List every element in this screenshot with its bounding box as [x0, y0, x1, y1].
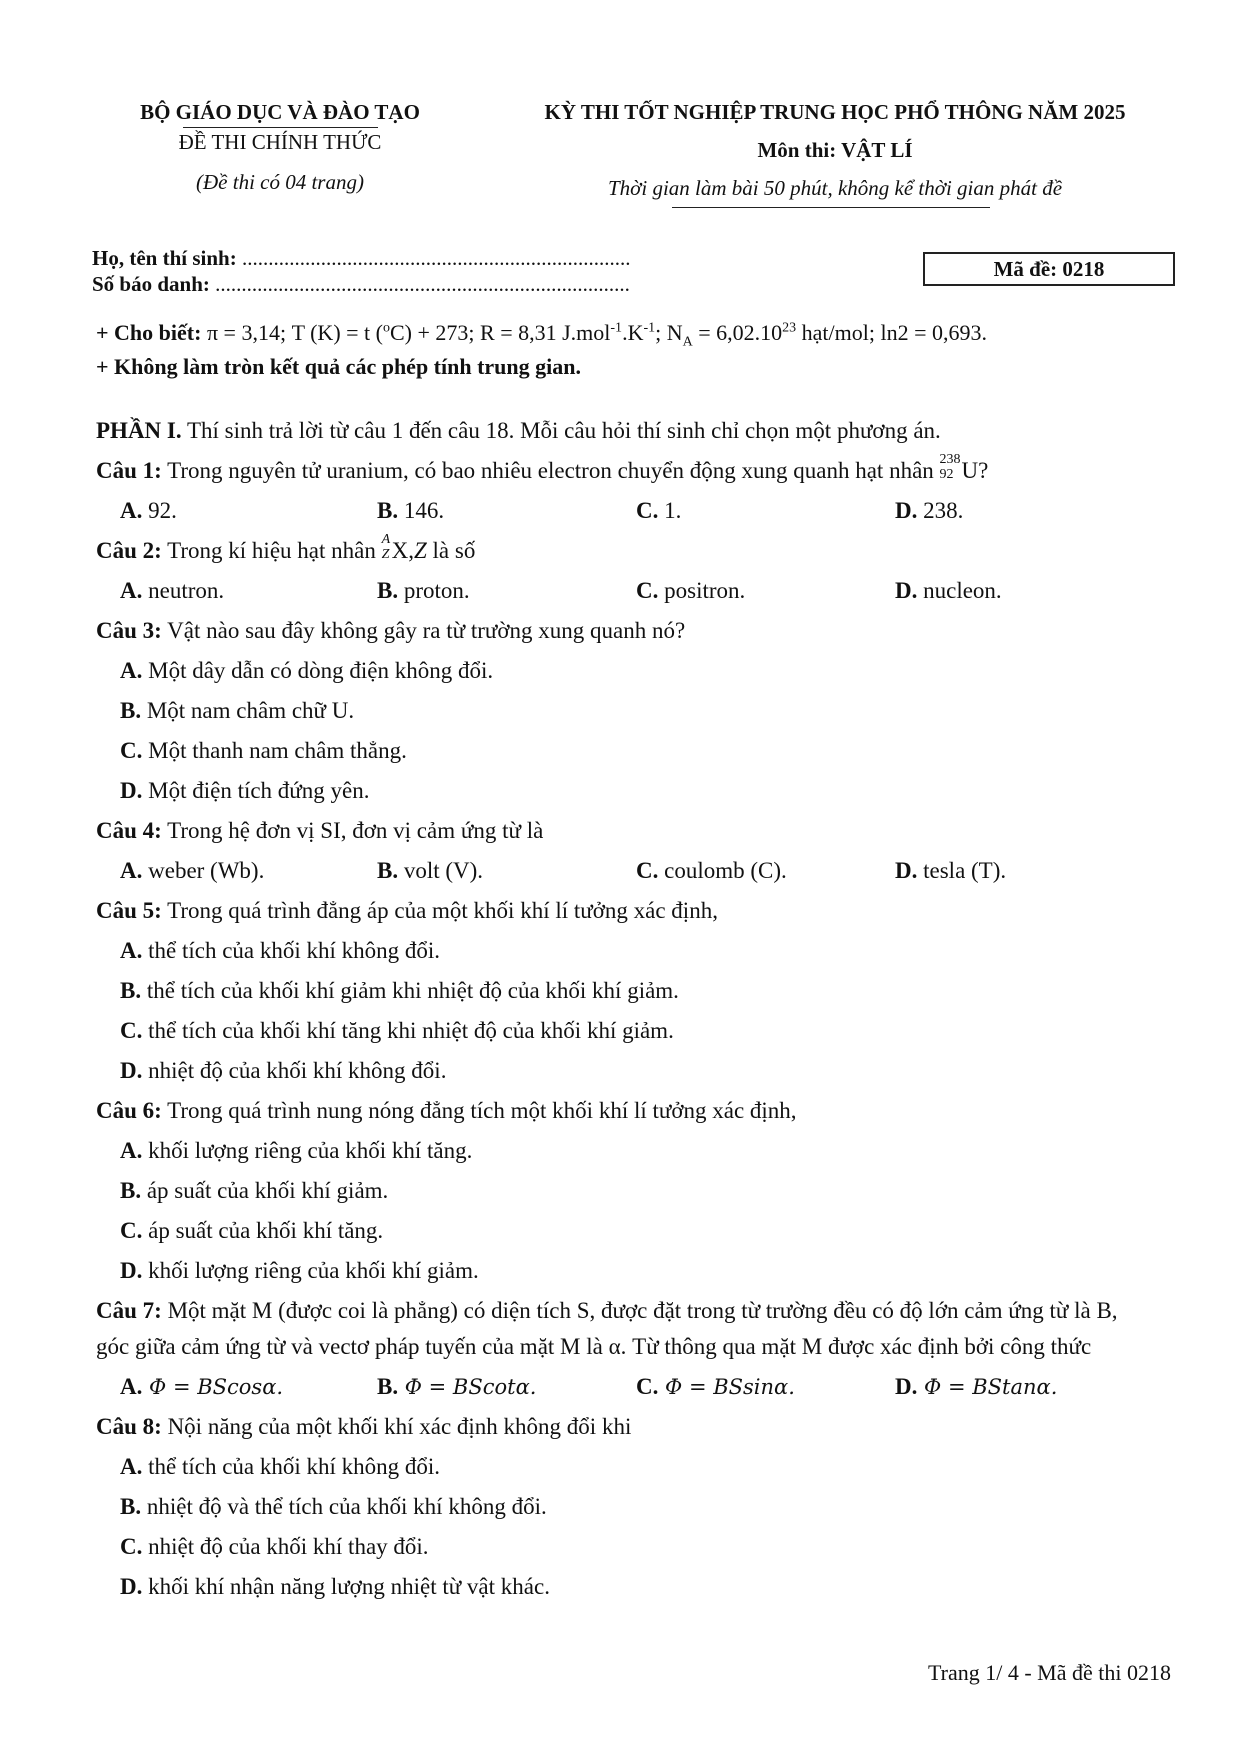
option-key: A. — [120, 498, 143, 523]
option-key: C. — [120, 1218, 143, 1243]
question-6 — [96, 1098, 797, 1124]
q8-option-b[interactable] — [120, 1494, 547, 1520]
exam-code-box: Mã đề: 0218 — [923, 252, 1175, 286]
option-text: nhiệt độ của khối khí thay đổi. — [142, 1534, 429, 1559]
q3-option-d[interactable] — [120, 778, 369, 804]
option-formula: Φ = BStanα. — [917, 1375, 1058, 1399]
option-text: volt (V). — [398, 858, 484, 883]
given-text-2: C) + 273; R = 8,31 J.mol — [390, 320, 611, 345]
q3-text: Vật nào sau đây không gây ra từ trường xung quanh nó? — [161, 618, 686, 643]
option-text: nhiệt độ của khối khí không đổi. — [142, 1058, 447, 1083]
q8-label: Câu 8: — [96, 1414, 162, 1439]
ministry-name: BỘ GIÁO DỤC VÀ ĐÀO TẠO — [140, 100, 420, 124]
question-8 — [96, 1414, 631, 1440]
q6-option-c[interactable] — [120, 1218, 383, 1244]
nuclide-symbol: U? — [961, 458, 989, 483]
option-formula: Φ = BSsinα. — [658, 1375, 795, 1399]
q7-option-c[interactable] — [636, 1374, 795, 1400]
option-key: B. — [120, 698, 142, 723]
q2-tail: là số — [426, 538, 476, 563]
option-key: C. — [120, 1018, 143, 1043]
option-text: 92. — [142, 498, 177, 523]
q4-label: Câu 4: — [96, 818, 162, 843]
page-footer: Trang 1/ 4 - Mã đề thi 0218 — [927, 1660, 1171, 1685]
option-key: D. — [895, 858, 918, 883]
option-text: tesla (T). — [917, 858, 1007, 883]
option-key: A. — [120, 1138, 143, 1163]
q1-option-a[interactable] — [120, 498, 177, 524]
option-text: áp suất của khối khí tăng. — [142, 1218, 384, 1243]
q5-option-d[interactable] — [120, 1058, 446, 1084]
option-text: weber (Wb). — [142, 858, 265, 883]
q5-option-c[interactable] — [120, 1018, 674, 1044]
nuclide-symbol: X, — [391, 538, 414, 563]
q5-text: Trong quá trình đẳng áp của một khối khí lí tưởng xác định, — [161, 898, 718, 923]
option-key: A. — [120, 1374, 143, 1399]
official-exam-label: ĐỀ THI CHÍNH THỨC — [178, 130, 382, 154]
option-text: 238. — [917, 498, 964, 523]
option-text: thể tích của khối khí tăng khi nhiệt độ của khối khí giảm. — [142, 1018, 674, 1043]
option-key: B. — [377, 1374, 399, 1399]
question-4 — [96, 818, 543, 844]
option-key: B. — [120, 1494, 142, 1519]
generic-nuclide — [381, 532, 414, 564]
option-text: proton. — [398, 578, 470, 603]
option-key: D. — [120, 1058, 143, 1083]
option-text: thể tích của khối khí giảm khi nhiệt độ của khối khí giảm. — [141, 978, 679, 1003]
z-symbol: Z — [413, 538, 427, 563]
q8-text: Nội năng của một khối khí xác định không đổi khi — [161, 1414, 632, 1439]
q7-option-a[interactable] — [120, 1374, 283, 1400]
option-key: C. — [120, 738, 143, 763]
q8-option-d[interactable] — [120, 1574, 550, 1600]
option-key: B. — [377, 498, 399, 523]
q3-option-c[interactable] — [120, 738, 407, 764]
avogadro-sub: A — [682, 334, 693, 350]
option-key: C. — [120, 1534, 143, 1559]
option-key: C. — [636, 858, 659, 883]
part1-label: PHẦN I. — [96, 418, 182, 443]
degree-sup: o — [383, 320, 390, 336]
option-text: 1. — [658, 498, 682, 523]
option-text: áp suất của khối khí giảm. — [141, 1178, 389, 1203]
exp-sup-2: -1 — [643, 320, 656, 336]
given-text-1: π = 3,14; T (K) = t ( — [206, 320, 383, 345]
option-key: A. — [120, 1454, 143, 1479]
option-key: D. — [120, 1258, 143, 1283]
candidate-name-dots: .......................................................................... — [241, 246, 631, 270]
nuclide-z: Z — [381, 547, 390, 562]
uranium-nuclide — [939, 452, 989, 484]
option-key: D. — [895, 498, 918, 523]
time-note: Thời gian làm bài 50 phút, không kể thời gian phát đề — [607, 176, 1063, 200]
option-text: Một thanh nam châm thẳng. — [142, 738, 407, 763]
q8-option-c[interactable] — [120, 1534, 429, 1560]
option-key: B. — [377, 858, 399, 883]
option-text: khối khí nhận năng lượng nhiệt từ vật khác. — [142, 1574, 550, 1599]
given-text-6: hạt/mol; ln2 = 0,693. — [796, 320, 988, 345]
option-text: Một dây dẫn có dòng điện không đổi. — [142, 658, 494, 683]
subject-label: Môn thi: VẬT LÍ — [757, 138, 913, 162]
q5-label: Câu 5: — [96, 898, 162, 923]
option-text: nucleon. — [917, 578, 1002, 603]
q6-option-d[interactable] — [120, 1258, 479, 1284]
exam-title: KỲ THI TỐT NGHIỆP TRUNG HỌC PHỔ THÔNG NĂM 2025 — [544, 100, 1126, 124]
given-text-5: = 6,02.10 — [692, 320, 783, 345]
q1-option-c[interactable] — [636, 498, 681, 524]
option-key: A. — [120, 938, 143, 963]
rounding-note: + Không làm tròn kết quả các phép tính trung gian. — [96, 354, 581, 379]
time-underline — [672, 207, 990, 208]
q4-option-c[interactable] — [636, 858, 787, 884]
option-formula: Φ = BScotα. — [398, 1375, 537, 1399]
option-key: B. — [377, 578, 399, 603]
option-key: C. — [636, 578, 659, 603]
q6-label: Câu 6: — [96, 1098, 162, 1123]
q2-option-a[interactable] — [120, 578, 224, 604]
q4-text: Trong hệ đơn vị SI, đơn vị cảm ứng từ là — [161, 818, 544, 843]
candidate-name-row — [92, 246, 630, 271]
q3-option-b[interactable] — [120, 698, 354, 724]
option-formula: Φ = BScosα. — [142, 1375, 284, 1399]
q2-label: Câu 2: — [96, 538, 162, 563]
candidate-name-label: Họ, tên thí sinh: — [92, 246, 242, 270]
q2-option-c[interactable] — [636, 578, 745, 604]
q8-option-a[interactable] — [120, 1454, 440, 1480]
part1-text: Thí sinh trả lời từ câu 1 đến câu 18. Mỗi câu hỏi thí sinh chỉ chọn một phương án. — [181, 418, 941, 443]
part1-instruction — [96, 418, 941, 444]
nuclide-z: 92 — [939, 467, 954, 482]
option-text: nhiệt độ và thể tích của khối khí không đổi. — [141, 1494, 547, 1519]
q2-option-d[interactable] — [895, 578, 1002, 604]
q1-option-d[interactable] — [895, 498, 963, 524]
option-key: B. — [120, 978, 142, 1003]
q2-option-b[interactable] — [377, 578, 470, 604]
given-text-3: .K — [622, 320, 644, 345]
question-5 — [96, 898, 718, 924]
question-7 — [96, 1298, 1118, 1324]
question-2 — [96, 532, 476, 564]
q5-option-a[interactable] — [120, 938, 440, 964]
option-text: thể tích của khối khí không đổi. — [142, 1454, 441, 1479]
option-key: B. — [120, 1178, 142, 1203]
option-text: khối lượng riêng của khối khí tăng. — [142, 1138, 473, 1163]
q7-text-line1: Một mặt M (được coi là phẳng) có diện tích S, được đặt trong từ trường đều có độ lớn cảm ứng từ là B, — [161, 1298, 1118, 1323]
nuclide-mass: 238 — [939, 452, 961, 467]
candidate-id-row — [92, 272, 630, 297]
q6-text: Trong quá trình nung nóng đẳng tích một khối khí lí tưởng xác định, — [161, 1098, 797, 1123]
q3-label: Câu 3: — [96, 618, 162, 643]
q6-option-b[interactable] — [120, 1178, 388, 1204]
given-prefix: + Cho biết: — [96, 320, 207, 345]
q1-option-b[interactable] — [377, 498, 444, 524]
q5-option-b[interactable] — [120, 978, 679, 1004]
candidate-id-dots: ............................................................................... — [215, 272, 630, 296]
q1-text: Trong nguyên tử uranium, có bao nhiêu electron chuyển động xung quanh hạt nhân — [161, 458, 940, 483]
option-text: coulomb (C). — [658, 858, 787, 883]
question-1 — [96, 452, 989, 484]
q2-text: Trong kí hiệu hạt nhân — [161, 538, 382, 563]
q3-option-a[interactable] — [120, 658, 493, 684]
option-text: thể tích của khối khí không đổi. — [142, 938, 441, 963]
q4-option-b[interactable] — [377, 858, 483, 884]
given-text-4: ; N — [655, 320, 683, 345]
q4-option-a[interactable] — [120, 858, 264, 884]
ministry-underline — [183, 127, 378, 128]
exp-sup-23: 23 — [782, 320, 797, 336]
exp-sup-1: -1 — [610, 320, 623, 336]
question-3 — [96, 618, 685, 644]
option-key: D. — [120, 778, 143, 803]
option-key: A. — [120, 578, 143, 603]
given-constants — [96, 320, 987, 350]
question-7-line2: góc giữa cảm ứng từ và vectơ pháp tuyến của mặt M là α. Từ thông qua mặt M được xác định bởi công thức — [96, 1334, 1092, 1359]
option-key: C. — [636, 498, 659, 523]
option-key: D. — [895, 1374, 918, 1399]
option-key: D. — [120, 1574, 143, 1599]
option-key: A. — [120, 858, 143, 883]
option-text: Một nam châm chữ U. — [141, 698, 355, 723]
option-key: D. — [895, 578, 918, 603]
q7-label: Câu 7: — [96, 1298, 162, 1323]
option-text: positron. — [658, 578, 746, 603]
q6-option-a[interactable] — [120, 1138, 472, 1164]
q7-option-d[interactable] — [895, 1374, 1057, 1400]
q7-option-b[interactable] — [377, 1374, 536, 1400]
q1-label: Câu 1: — [96, 458, 162, 483]
option-key: C. — [636, 1374, 659, 1399]
option-text: Một điện tích đứng yên. — [142, 778, 370, 803]
candidate-id-label: Số báo danh: — [92, 272, 216, 296]
option-text: 146. — [398, 498, 445, 523]
option-text: neutron. — [142, 578, 225, 603]
nuclide-a: A — [381, 532, 391, 547]
option-text: khối lượng riêng của khối khí giảm. — [142, 1258, 479, 1283]
page-count-note: (Đề thi có 04 trang) — [196, 170, 364, 194]
option-key: A. — [120, 658, 143, 683]
q4-option-d[interactable] — [895, 858, 1006, 884]
